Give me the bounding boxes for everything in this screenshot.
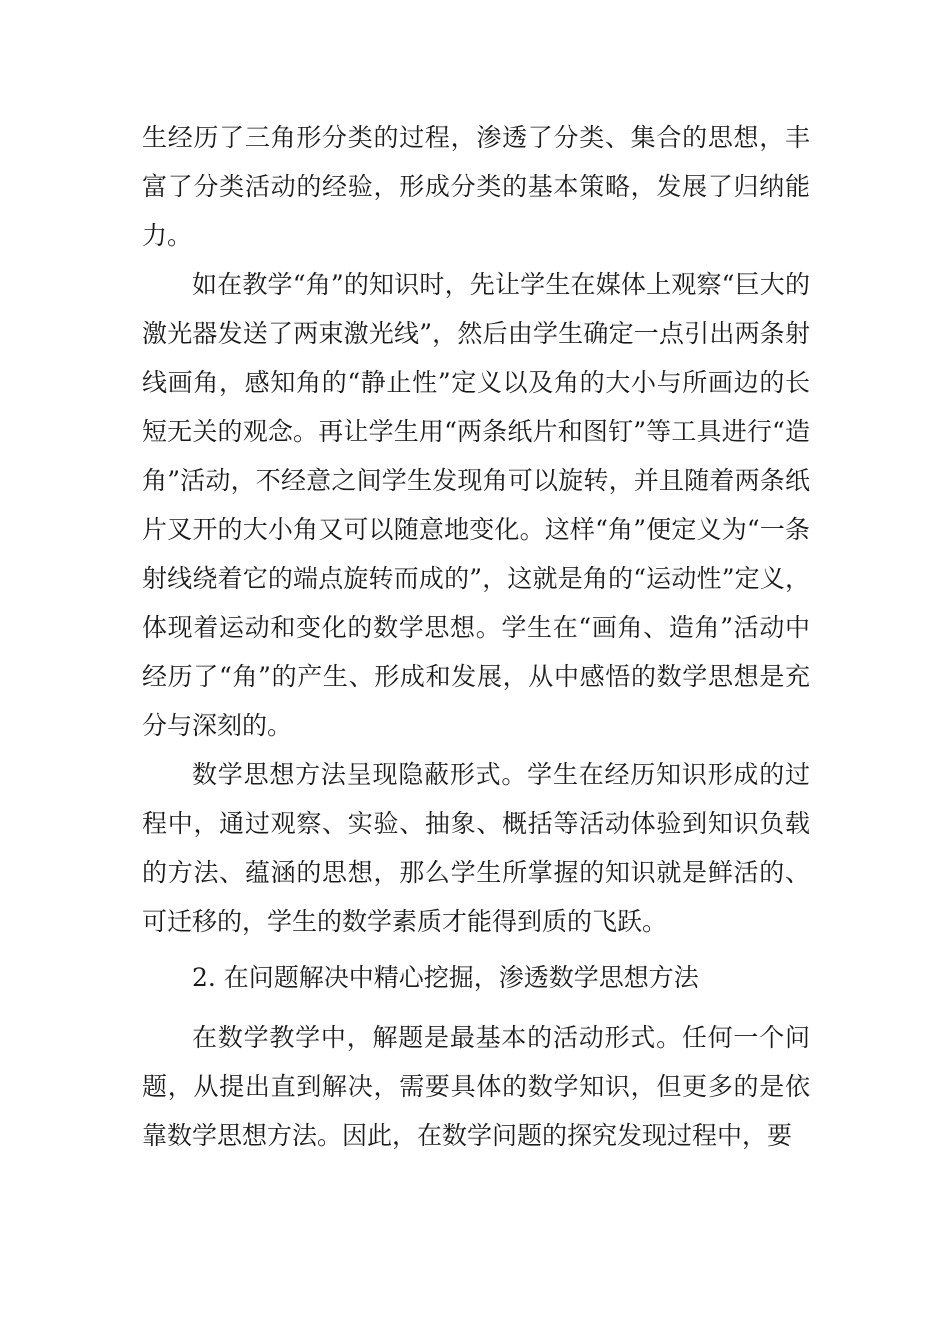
section-heading: 2. 在问题解决中精心挖掘，渗透数学思想方法 xyxy=(192,963,699,992)
document-body xyxy=(142,113,810,1160)
paragraph-continuation: 生经历了三角形分类的过程，渗透了分类、集合的思想，丰富了分类活动的经验，形成分类的基本策略，发展了归纳能力。 xyxy=(142,123,810,250)
paragraph-hidden-form: 数学思想方法呈现隐蔽形式。学生在经历知识形成的过程中，通过观察、实验、抽象、概括等活动体验到知识负载的方法、蕴涵的思想，那么学生所掌握的知识就是鲜活的、可迁移的，学生的数学素质才能得到质的飞跃。 xyxy=(142,760,810,936)
paragraph-problem-solving: 在数学教学中，解题是最基本的活动形式。任何一个问题，从提出直到解决，需要具体的数学知识，但更多的是依靠数学思想方法。因此，在数学问题的探究发现过程中，要 xyxy=(142,1023,810,1150)
paragraph-angle-example: 如在教学“角”的知识时，先让学生在媒体上观察“巨大的激光器发送了两束激光线”，然后由学生确定一点引出两条射线画角，感知角的“静止性”定义以及角的大小与所画边的长短无关的观念。再让学生用“两条纸片和图钉”等工具进行“造角”活动，不经意之间学生发现角可以旋转，并且随着两条纸片叉开的大小角又可以随意地变化。这样“角”便定义为“一条射线绕着它的端点旋转而成的”，这就是角的“运动性”定义，体现着运动和变化的数学思想。学生在“画角、造角”活动中经历了“角”的产生、形成和发展，从中感悟的数学思想是充分与深刻的。 xyxy=(142,270,810,740)
